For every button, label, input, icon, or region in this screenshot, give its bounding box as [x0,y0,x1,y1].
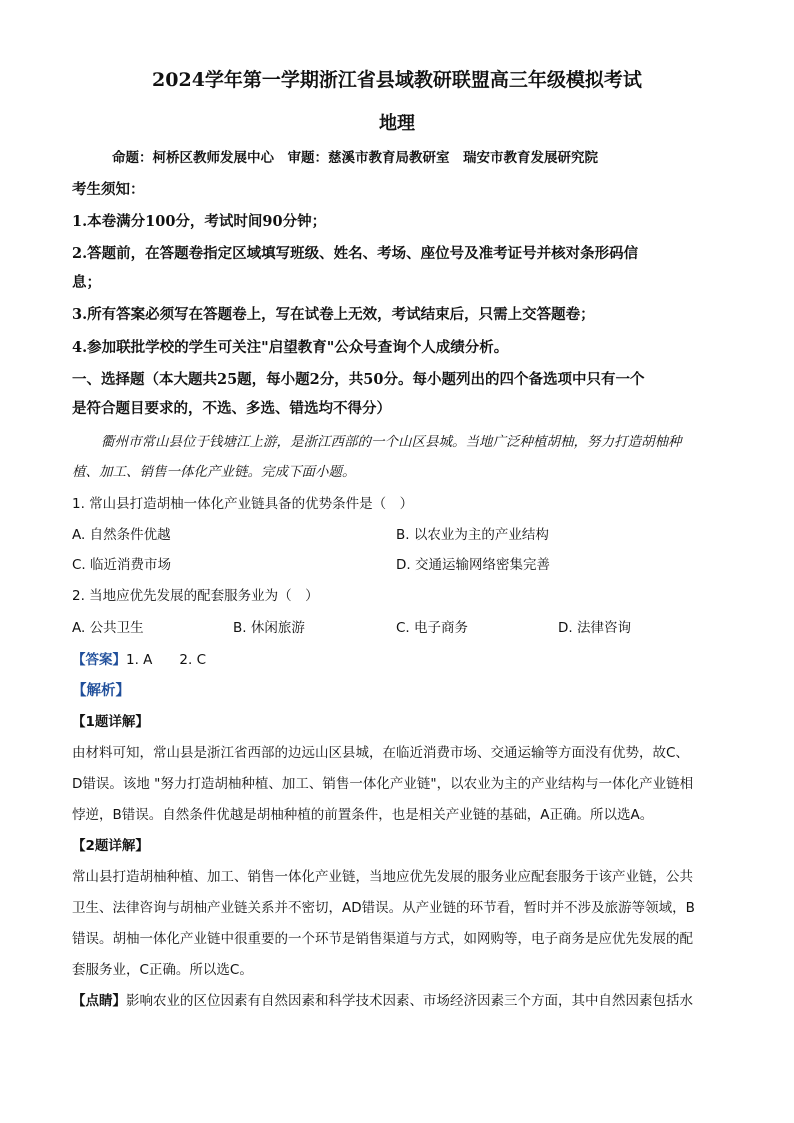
q1-option-c: C. 临近消费市场 [72,557,172,573]
material-text-cont: 植、加工、销售一体化产业链。完成下面小题。 [72,464,356,480]
q1-option-b: B. 以农业为主的产业结构 [396,527,549,543]
tip-line [72,991,693,1011]
notice-item-2-cont: 息； [72,274,101,291]
exam-title: 2024学年第一学期浙江省县域教研联盟高三年级模拟考试 [152,69,642,91]
detail-2-text-4: 套服务业，C正确。所以选C。 [72,962,253,978]
detail-2-text-3: 错误。胡柚一体化产业链中很重要的一个环节是销售渠道与方式，如网购等，电子商务是应优先发展的配 [72,931,693,947]
detail-2-text-2: 卫生、法律咨询与胡柚产业链关系并不密切，AD错误。从产业链的环节看，暂时并不涉及旅游等领域，B [72,900,695,916]
q1-option-a: A. 自然条件优越 [72,527,171,543]
notice-item-1: 1.本卷满分100分，考试时间90分钟； [72,213,327,230]
question-2-stem: 2. 当地应优先发展的配套服务业为（ ） [72,588,319,604]
detail-2-label: 【2题详解】 [72,838,149,854]
q2-option-b: B. 休闲旅游 [233,620,305,636]
q2-option-a: A. 公共卫生 [72,620,144,636]
analysis-label: 【解析】 [72,682,130,699]
answer-line [72,650,206,670]
q1-option-d: D. 交通运输网络密集完善 [396,557,550,573]
detail-1-label: 【1题详解】 [72,714,149,730]
answer-label: 【答案】 [72,652,126,668]
section-heading: 一、选择题（本大题共25题，每小题2分，共50分。每小题列出的四个备选项中只有一个 [72,371,645,388]
detail-1-text: 由材料可知，常山县是浙江省西部的边远山区县城，在临近消费市场、交通运输等方面没有优势，故C、 [72,745,689,761]
section-heading-cont: 是符合题目要求的，不选、多选、错选均不得分） [72,400,391,417]
tip-text: 影响农业的区位因素有自然因素和科学技术因素、市场经济因素三个方面，其中自然因素包括水 [126,993,693,1009]
notice-item-2: 2.答题前，在答题卷指定区域填写班级、姓名、考场、座位号及准考证号并核对条形码信 [72,245,639,262]
q2-option-d: D. 法律咨询 [558,620,631,636]
detail-2-text: 常山县打造胡柚种植、加工、销售一体化产业链，当地应优先发展的服务业应配套服务于该产业链，公共 [72,869,693,885]
notice-item-3: 3.所有答案必须写在答题卷上，写在试卷上无效，考试结束后，只需上交答题卷； [72,306,595,323]
answer-value: 1. A 2. C [126,652,207,668]
notice-heading: 考生须知： [72,181,145,198]
detail-1-text-2: D错误。该地 "努力打造胡柚种植、加工、销售一体化产业链"，以农业为主的产业结构与一体化产业链相 [72,776,694,792]
tip-label: 【点睛】 [72,993,126,1009]
material-text: 衢州市常山县位于钱塘江上游，是浙江西部的一个山区县城。当地广泛种植胡柚，努力打造胡柚种 [101,434,682,450]
detail-1-text-3: 悖逆，B错误。自然条件优越是胡柚种植的前置条件，也是相关产业链的基础，A正确。所以选A。 [72,807,654,823]
q2-option-c: C. 电子商务 [396,620,469,636]
notice-item-4: 4.参加联批学校的学生可关注"启望教育"公众号查询个人成绩分析。 [72,339,509,356]
subject-title: 地理 [379,113,415,134]
credits-line: 命题：柯桥区教师发展中心 审题：慈溪市教育局教研室 瑞安市教育发展研究院 [112,150,598,166]
question-1-stem: 1. 常山县打造胡柚一体化产业链具备的优势条件是（ ） [72,496,414,512]
